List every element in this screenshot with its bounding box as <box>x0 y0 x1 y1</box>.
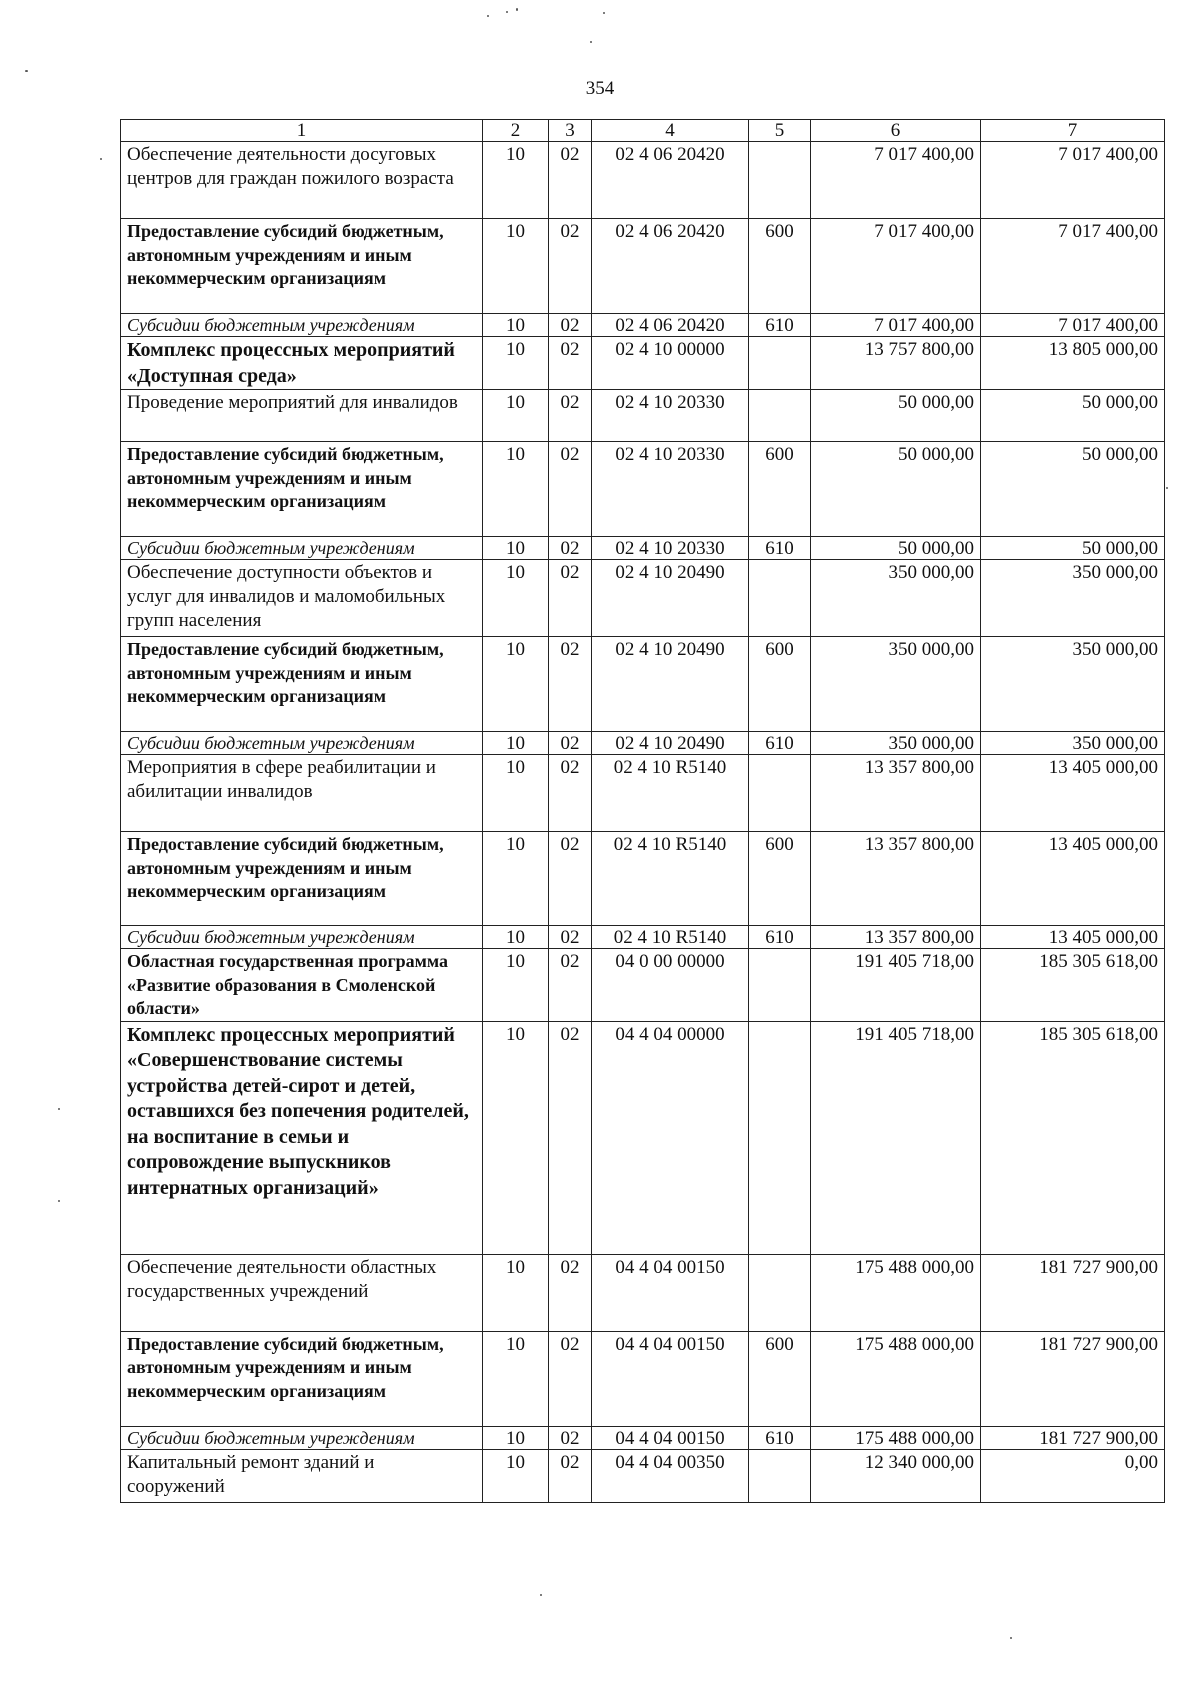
expense-type-code: 600 <box>749 219 811 314</box>
section-code: 10 <box>483 755 549 832</box>
section-code: 10 <box>483 832 549 926</box>
row-name: Субсидии бюджетным учреждениям <box>121 926 483 949</box>
row-name: Субсидии бюджетным учреждениям <box>121 732 483 755</box>
amount-year-2: 7 017 400,00 <box>981 314 1165 337</box>
table-row <box>121 219 1165 314</box>
row-name: Обеспечение деятельности областных государственных учреждений <box>121 1254 483 1331</box>
amount-year-2: 0,00 <box>981 1449 1165 1502</box>
row-name: Предоставление субсидий бюджетным, автономным учреждениям и иным некоммерческим организациям <box>121 442 483 537</box>
table-row <box>121 949 1165 1022</box>
target-article-code: 04 4 04 00150 <box>592 1426 749 1449</box>
section-code: 10 <box>483 732 549 755</box>
table-row <box>121 537 1165 560</box>
section-code: 10 <box>483 1254 549 1331</box>
amount-year-1: 7 017 400,00 <box>811 314 981 337</box>
target-article-code: 02 4 10 00000 <box>592 337 749 390</box>
table-row <box>121 442 1165 537</box>
amount-year-2: 185 305 618,00 <box>981 1021 1165 1254</box>
scan-speck <box>25 70 28 72</box>
amount-year-2: 181 727 900,00 <box>981 1426 1165 1449</box>
subsection-code: 02 <box>549 926 592 949</box>
subsection-code: 02 <box>549 755 592 832</box>
amount-year-1: 13 357 800,00 <box>811 755 981 832</box>
table-row <box>121 314 1165 337</box>
expense-type-code <box>749 1254 811 1331</box>
row-name: Капитальный ремонт зданий и сооружений <box>121 1449 483 1502</box>
subsection-code: 02 <box>549 390 592 442</box>
amount-year-1: 350 000,00 <box>811 560 981 637</box>
column-header-7: 7 <box>981 120 1165 142</box>
expense-type-code: 610 <box>749 1426 811 1449</box>
amount-year-1: 50 000,00 <box>811 537 981 560</box>
section-code: 10 <box>483 637 549 732</box>
scan-speck <box>487 15 489 17</box>
table-row <box>121 337 1165 390</box>
amount-year-2: 50 000,00 <box>981 537 1165 560</box>
expense-type-code: 600 <box>749 442 811 537</box>
target-article-code: 02 4 06 20420 <box>592 219 749 314</box>
table-row <box>121 560 1165 637</box>
amount-year-1: 12 340 000,00 <box>811 1449 981 1502</box>
amount-year-2: 13 405 000,00 <box>981 926 1165 949</box>
section-code: 10 <box>483 390 549 442</box>
table-row <box>121 390 1165 442</box>
subsection-code: 02 <box>549 1426 592 1449</box>
row-name: Субсидии бюджетным учреждениям <box>121 1426 483 1449</box>
section-code: 10 <box>483 142 549 219</box>
amount-year-2: 181 727 900,00 <box>981 1331 1165 1426</box>
row-name: Проведение мероприятий для инвалидов <box>121 390 483 442</box>
expense-type-code <box>749 755 811 832</box>
column-number-row <box>121 120 1165 142</box>
target-article-code: 04 4 04 00150 <box>592 1331 749 1426</box>
section-code: 10 <box>483 337 549 390</box>
subsection-code: 02 <box>549 637 592 732</box>
target-article-code: 04 0 00 00000 <box>592 949 749 1022</box>
amount-year-1: 191 405 718,00 <box>811 949 981 1022</box>
expense-type-code <box>749 1021 811 1254</box>
target-article-code: 02 4 10 R5140 <box>592 926 749 949</box>
subsection-code: 02 <box>549 337 592 390</box>
amount-year-1: 50 000,00 <box>811 390 981 442</box>
amount-year-2: 50 000,00 <box>981 390 1165 442</box>
amount-year-1: 50 000,00 <box>811 442 981 537</box>
scan-speck <box>1166 487 1168 489</box>
scan-speck <box>1010 1637 1012 1639</box>
section-code: 10 <box>483 949 549 1022</box>
amount-year-2: 13 405 000,00 <box>981 832 1165 926</box>
expense-type-code <box>749 142 811 219</box>
scan-speck <box>516 8 518 11</box>
section-code: 10 <box>483 1021 549 1254</box>
target-article-code: 04 4 04 00350 <box>592 1449 749 1502</box>
section-code: 10 <box>483 537 549 560</box>
table-row <box>121 926 1165 949</box>
budget-table <box>120 119 1165 1503</box>
amount-year-1: 7 017 400,00 <box>811 142 981 219</box>
column-header-4: 4 <box>592 120 749 142</box>
section-code: 10 <box>483 926 549 949</box>
scan-speck <box>100 158 102 160</box>
row-name: Областная государственная программа «Развитие образования в Смоленской области» <box>121 949 483 1022</box>
expense-type-code: 610 <box>749 926 811 949</box>
expense-type-code: 610 <box>749 537 811 560</box>
amount-year-1: 350 000,00 <box>811 732 981 755</box>
subsection-code: 02 <box>549 142 592 219</box>
expense-type-code <box>749 560 811 637</box>
target-article-code: 04 4 04 00000 <box>592 1021 749 1254</box>
expense-type-code: 600 <box>749 832 811 926</box>
target-article-code: 02 4 10 20490 <box>592 637 749 732</box>
amount-year-1: 13 757 800,00 <box>811 337 981 390</box>
amount-year-1: 191 405 718,00 <box>811 1021 981 1254</box>
expense-type-code: 610 <box>749 314 811 337</box>
subsection-code: 02 <box>549 442 592 537</box>
row-name: Субсидии бюджетным учреждениям <box>121 537 483 560</box>
subsection-code: 02 <box>549 537 592 560</box>
row-name: Комплекс процессных мероприятий «Доступная среда» <box>121 337 483 390</box>
amount-year-2: 350 000,00 <box>981 560 1165 637</box>
row-name: Обеспечение деятельности досуговых центров для граждан пожилого возраста <box>121 142 483 219</box>
table-body <box>121 142 1165 1503</box>
column-header-3: 3 <box>549 120 592 142</box>
row-name: Мероприятия в сфере реабилитации и абилитации инвалидов <box>121 755 483 832</box>
section-code: 10 <box>483 1331 549 1426</box>
amount-year-2: 350 000,00 <box>981 637 1165 732</box>
section-code: 10 <box>483 442 549 537</box>
row-name: Обеспечение доступности объектов и услуг для инвалидов и маломобильных групп населения <box>121 560 483 637</box>
subsection-code: 02 <box>549 1021 592 1254</box>
section-code: 10 <box>483 1449 549 1502</box>
scan-speck <box>540 1594 542 1596</box>
table-row <box>121 1449 1165 1502</box>
table-row <box>121 1426 1165 1449</box>
section-code: 10 <box>483 560 549 637</box>
target-article-code: 02 4 06 20420 <box>592 314 749 337</box>
amount-year-2: 7 017 400,00 <box>981 142 1165 219</box>
amount-year-1: 175 488 000,00 <box>811 1254 981 1331</box>
amount-year-2: 7 017 400,00 <box>981 219 1165 314</box>
expense-type-code <box>749 337 811 390</box>
column-header-6: 6 <box>811 120 981 142</box>
target-article-code: 04 4 04 00150 <box>592 1254 749 1331</box>
amount-year-1: 175 488 000,00 <box>811 1331 981 1426</box>
subsection-code: 02 <box>549 1254 592 1331</box>
row-name: Субсидии бюджетным учреждениям <box>121 314 483 337</box>
section-code: 10 <box>483 219 549 314</box>
table-row <box>121 1254 1165 1331</box>
amount-year-1: 7 017 400,00 <box>811 219 981 314</box>
table-row <box>121 755 1165 832</box>
amount-year-1: 13 357 800,00 <box>811 926 981 949</box>
column-header-5: 5 <box>749 120 811 142</box>
subsection-code: 02 <box>549 1449 592 1502</box>
expense-type-code: 610 <box>749 732 811 755</box>
row-name: Комплекс процессных мероприятий «Совершенствование системы устройства детей-сирот и детей, оставшихся без попечения родителей, на воспитание в семьи и сопровождение выпускников интернатных организаций» <box>121 1021 483 1254</box>
page-number: 354 <box>585 78 615 99</box>
amount-year-1: 350 000,00 <box>811 637 981 732</box>
amount-year-1: 175 488 000,00 <box>811 1426 981 1449</box>
table-row <box>121 142 1165 219</box>
row-name: Предоставление субсидий бюджетным, автономным учреждениям и иным некоммерческим организациям <box>121 219 483 314</box>
scan-speck <box>58 1108 60 1110</box>
amount-year-2: 13 805 000,00 <box>981 337 1165 390</box>
subsection-code: 02 <box>549 949 592 1022</box>
target-article-code: 02 4 10 20490 <box>592 560 749 637</box>
section-code: 10 <box>483 314 549 337</box>
row-name: Предоставление субсидий бюджетным, автономным учреждениям и иным некоммерческим организациям <box>121 637 483 732</box>
table-row <box>121 732 1165 755</box>
column-header-1: 1 <box>121 120 483 142</box>
subsection-code: 02 <box>549 1331 592 1426</box>
amount-year-1: 13 357 800,00 <box>811 832 981 926</box>
table-row <box>121 1021 1165 1254</box>
subsection-code: 02 <box>549 560 592 637</box>
target-article-code: 02 4 10 20330 <box>592 442 749 537</box>
amount-year-2: 13 405 000,00 <box>981 755 1165 832</box>
amount-year-2: 50 000,00 <box>981 442 1165 537</box>
row-name: Предоставление субсидий бюджетным, автономным учреждениям и иным некоммерческим организациям <box>121 1331 483 1426</box>
table-row <box>121 832 1165 926</box>
subsection-code: 02 <box>549 219 592 314</box>
expense-type-code <box>749 390 811 442</box>
table-row <box>121 1331 1165 1426</box>
target-article-code: 02 4 10 R5140 <box>592 832 749 926</box>
amount-year-2: 350 000,00 <box>981 732 1165 755</box>
scan-speck <box>603 12 605 14</box>
row-name: Предоставление субсидий бюджетным, автономным учреждениям и иным некоммерческим организациям <box>121 832 483 926</box>
section-code: 10 <box>483 1426 549 1449</box>
expense-type-code: 600 <box>749 637 811 732</box>
target-article-code: 02 4 10 20330 <box>592 390 749 442</box>
target-article-code: 02 4 10 20330 <box>592 537 749 560</box>
scan-speck <box>58 1200 60 1202</box>
column-header-2: 2 <box>483 120 549 142</box>
table-row <box>121 637 1165 732</box>
target-article-code: 02 4 10 R5140 <box>592 755 749 832</box>
target-article-code: 02 4 10 20490 <box>592 732 749 755</box>
target-article-code: 02 4 06 20420 <box>592 142 749 219</box>
subsection-code: 02 <box>549 832 592 926</box>
amount-year-2: 185 305 618,00 <box>981 949 1165 1022</box>
subsection-code: 02 <box>549 732 592 755</box>
expense-type-code: 600 <box>749 1331 811 1426</box>
scan-speck <box>590 41 592 43</box>
subsection-code: 02 <box>549 314 592 337</box>
expense-type-code <box>749 949 811 1022</box>
amount-year-2: 181 727 900,00 <box>981 1254 1165 1331</box>
expense-type-code <box>749 1449 811 1502</box>
scan-speck <box>506 11 508 13</box>
